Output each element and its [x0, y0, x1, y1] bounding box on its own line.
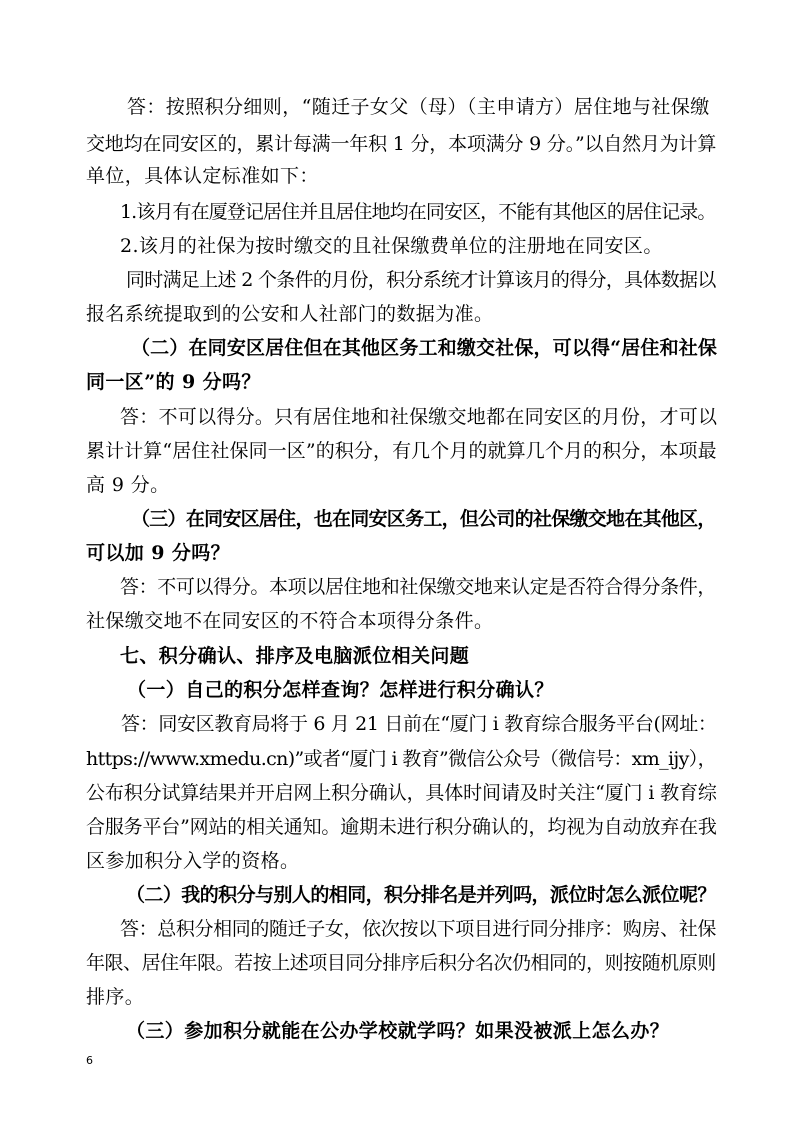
paragraph-line: 单位，具体认定标准如下：	[86, 165, 319, 187]
section-heading: （三）在同安区居住，也在同安区务工，但公司的社保缴交地在其他区，	[131, 508, 716, 530]
section-heading: （三）参加积分就能在公办学校就学吗？如果没被派上怎么办？	[126, 1020, 670, 1042]
paragraph-line: 2.该月的社保为按时缴交的且社保缴费单位的注册地在同安区。	[120, 235, 663, 257]
paragraph-line: 同时满足上述 2 个条件的月份，积分系统才计算该月的得分，具体数据以	[126, 269, 716, 291]
paragraph-line: 区参加积分入学的资格。	[86, 850, 300, 872]
paragraph-line: 答：不可以得分。本项以居住地和社保缴交地来认定是否符合得分条件，	[120, 576, 717, 598]
paragraph-line: 答：按照积分细则，“随迁子女父（母）（主申请方）居住地与社保缴	[127, 96, 710, 118]
section-heading: （二）我的积分与别人的相同，积分排名是并列吗，派位时怎么派位呢？	[126, 884, 716, 906]
paragraph-line: 交地均在同安区的，累计每满一年积 1 分，本项满分 9 分。”以自然月为计算	[86, 133, 717, 155]
paragraph-line: 1.该月有在厦登记居住并且居住地均在同安区，不能有其他区的居住记录。	[120, 201, 716, 223]
section-heading: 同一区”的 9 分吗？	[86, 371, 261, 393]
paragraph-line: 高 9 分。	[86, 474, 170, 496]
section-heading: （一）自己的积分怎样查询？怎样进行积分确认？	[127, 679, 554, 701]
paragraph-line: 累计计算“居住社保同一区”的积分，有几个月的就算几个月的积分，本项最	[86, 440, 717, 462]
paragraph-line: 报名系统提取到的公安和人社部门的数据为准。	[86, 303, 494, 325]
paragraph-line: 公布积分试算结果并开启网上积分确认，具体时间请及时关注“厦门 i 教育综	[86, 782, 717, 804]
paragraph-line: 答：总积分相同的随迁子女，依次按以下项目进行同分排序：购房、社保	[120, 918, 717, 940]
paragraph-line: 年限、居住年限。若按上述项目同分排序后积分名次仍相同的，则按随机原则	[86, 952, 716, 974]
paragraph-line: 答：不可以得分。只有居住地和社保缴交地都在同安区的月份，才可以	[120, 406, 718, 428]
page-number: 6	[86, 1054, 93, 1067]
paragraph-line: 合服务平台”网站的相关通知。逾期未进行积分确认的，均视为自动放弃在我	[86, 816, 717, 838]
paragraph-line: 答：同安区教育局将于 6 月 21 日前在“厦门 i 教育综合服务平台(网址：	[121, 713, 717, 735]
section-heading: （二）在同安区居住但在其他区务工和缴交社保，可以得“居住和社保	[131, 337, 718, 359]
paragraph-line: 排序。	[86, 986, 145, 1008]
paragraph-line: https://www.xmedu.cn)”或者“厦门 i 教育”微信公众号（微信号：xm_ijy），	[86, 748, 716, 770]
paragraph-line: 社保缴交地不在同安区的不符合本项得分条件。	[86, 610, 494, 632]
chapter-heading: 七、积分确认、排序及电脑派位相关问题	[120, 645, 470, 667]
section-heading: 可以加 9 分吗？	[86, 542, 231, 564]
